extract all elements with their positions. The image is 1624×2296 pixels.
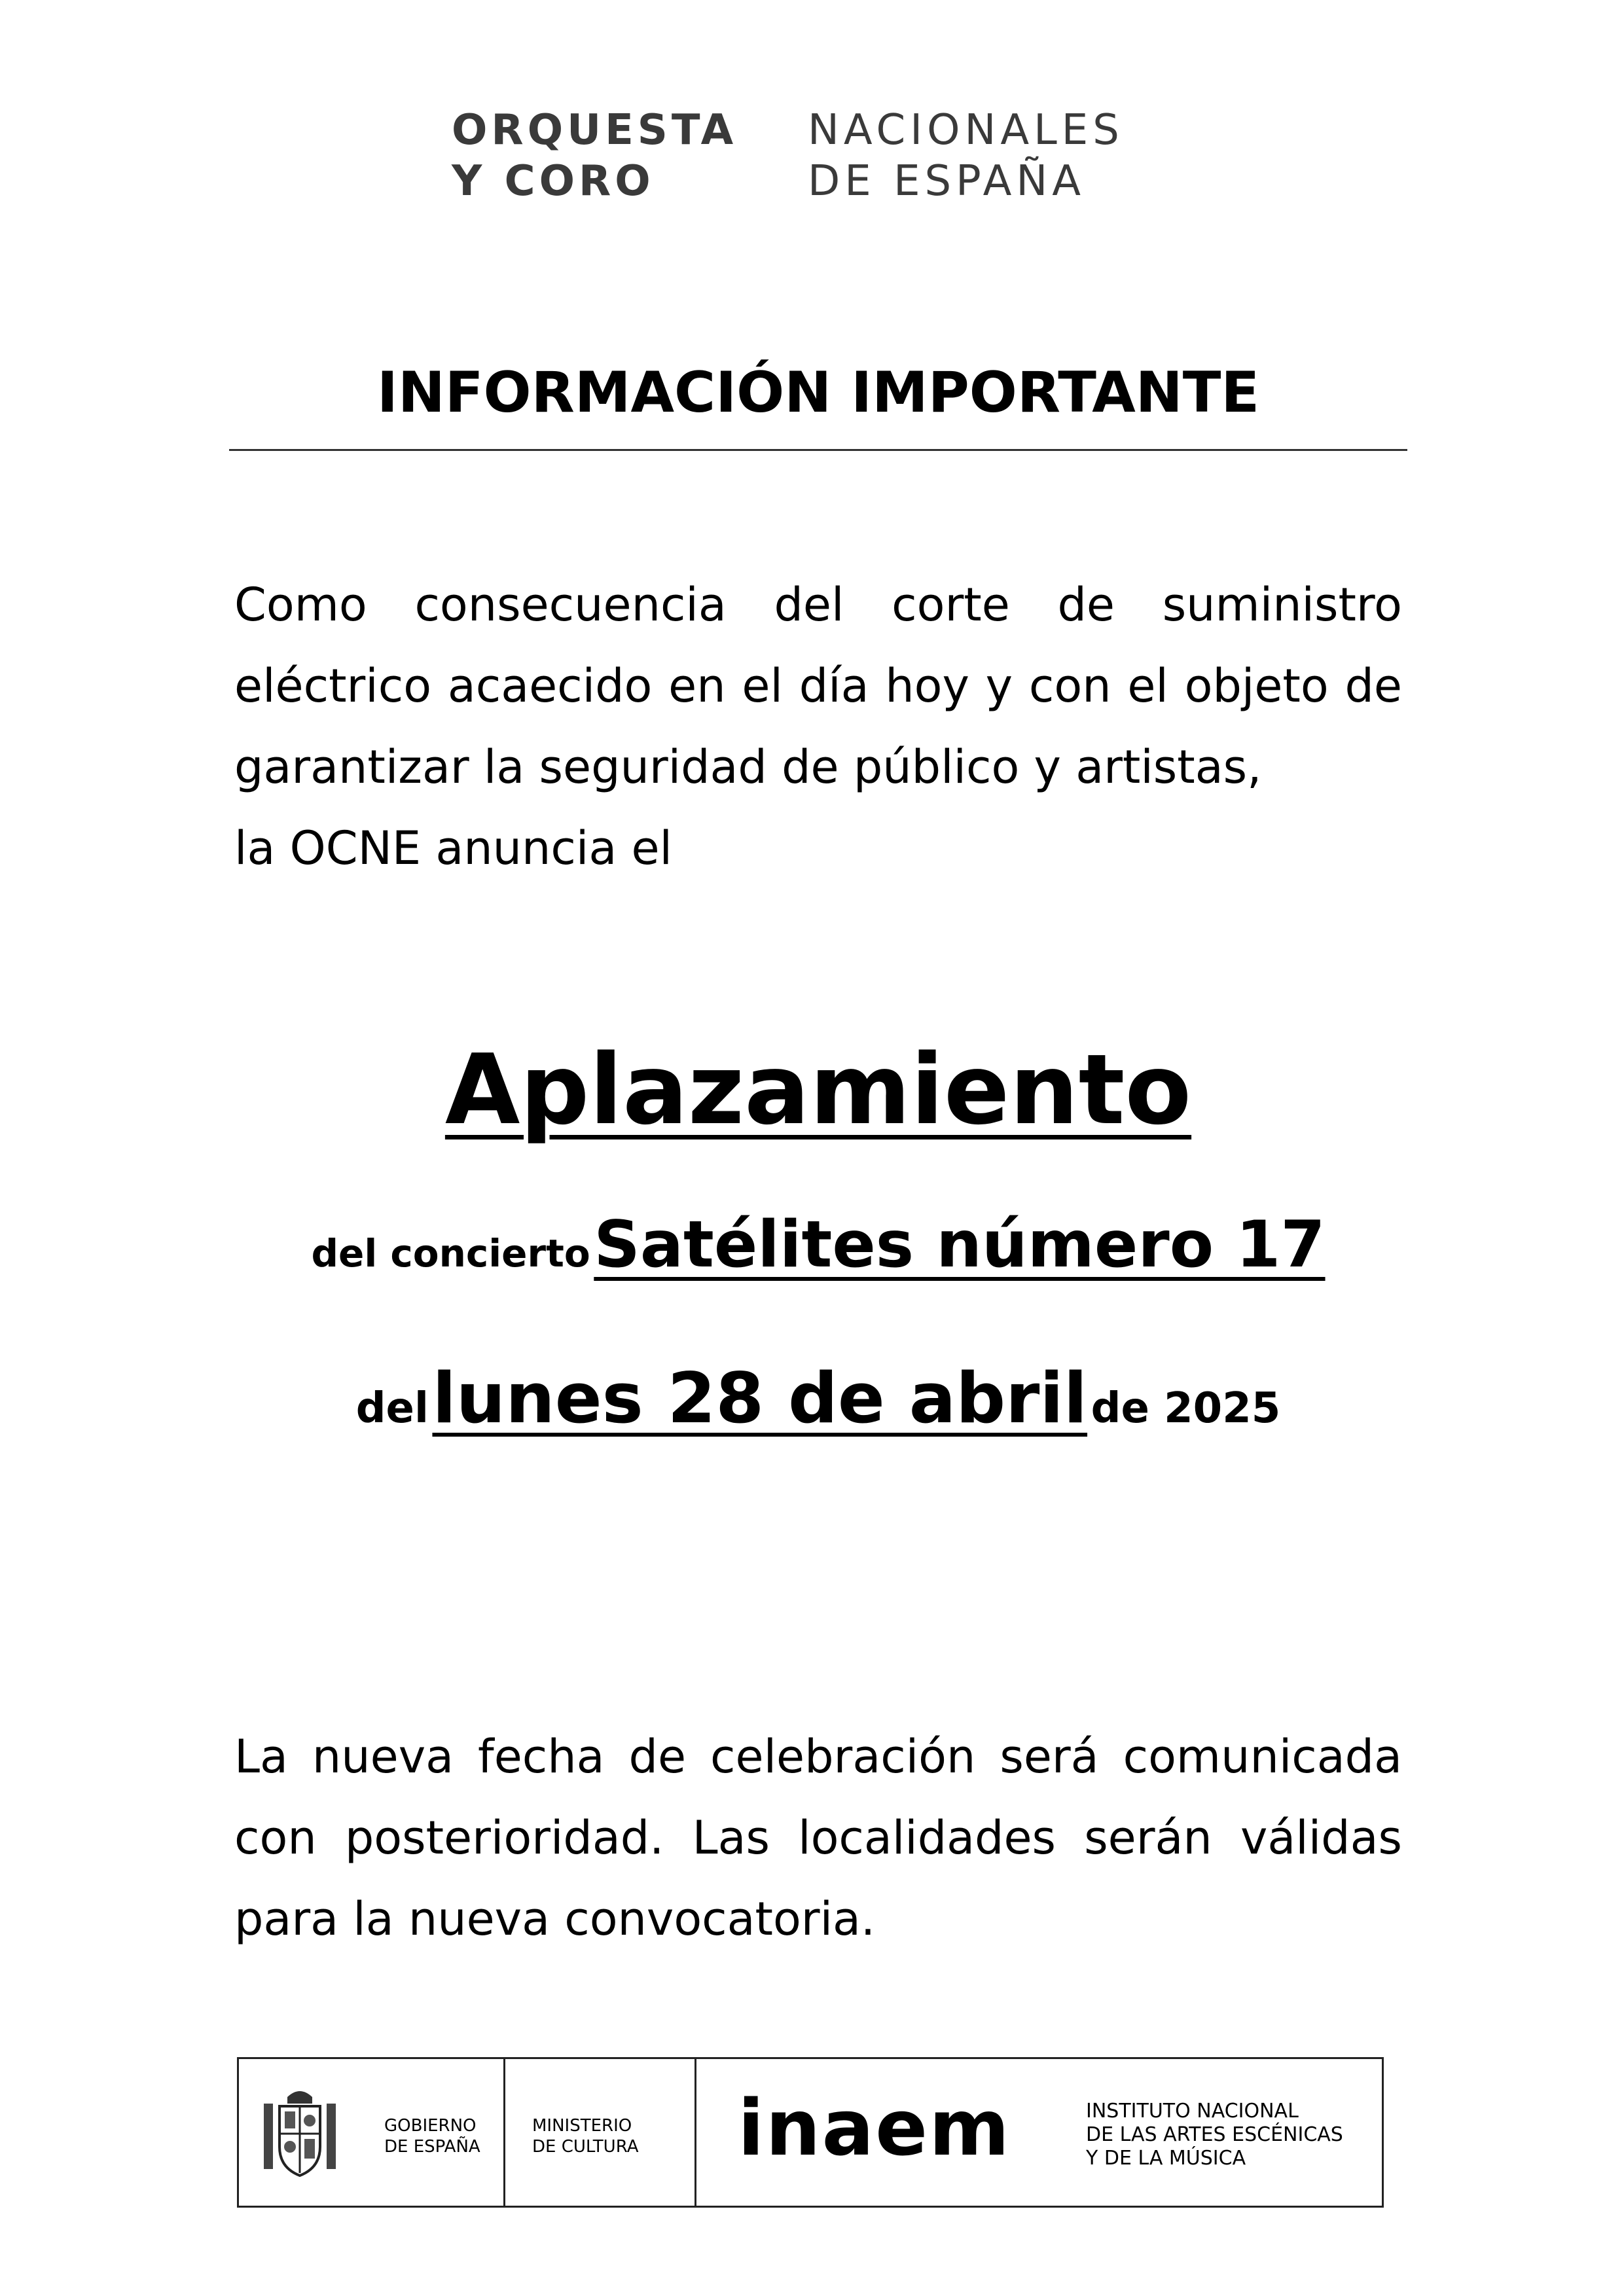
inaem-logo: inaem xyxy=(738,2083,1011,2173)
headline-aplazamiento: Aplazamiento xyxy=(444,1033,1192,1146)
intro-paragraph xyxy=(234,564,1402,889)
concert-prefix: del concierto xyxy=(311,1231,590,1276)
instituto-line1: INSTITUTO NACIONAL xyxy=(1086,2100,1299,2123)
footer-divider xyxy=(503,2059,505,2206)
gobierno-line1: GOBIERNO xyxy=(384,2116,477,2136)
gobierno-label xyxy=(384,2115,480,2157)
instituto-line2: DE LAS ARTES ESCÉNICAS xyxy=(1086,2123,1343,2146)
logo-nacionales-espana xyxy=(808,105,1124,207)
institutional-footer xyxy=(237,2057,1384,2208)
ministerio-label xyxy=(532,2115,639,2157)
ocne-logo xyxy=(452,105,1191,206)
intro-last-line: la OCNE anuncia el xyxy=(234,821,672,875)
logo-orquesta-coro xyxy=(452,105,737,207)
date-line xyxy=(196,1358,1440,1439)
concert-line xyxy=(196,1208,1440,1282)
title-divider xyxy=(229,449,1407,451)
footer-divider xyxy=(695,2059,696,2206)
logo-right-line1: NACIONALES xyxy=(808,106,1124,154)
coat-of-arms-icon xyxy=(261,2084,338,2182)
ministerio-line2: DE CULTURA xyxy=(532,2137,639,2157)
instituto-label xyxy=(1086,2100,1343,2170)
date-prefix: del xyxy=(355,1384,429,1433)
concert-name: Satélites número 17 xyxy=(594,1208,1326,1282)
page-title: INFORMACIÓN IMPORTANTE xyxy=(376,360,1260,425)
concert-date: lunes 28 de abril xyxy=(432,1358,1088,1439)
date-suffix: de 2025 xyxy=(1091,1384,1281,1433)
closing-paragraph: La nueva fecha de celebración será comunicada con posterioridad. Las localidades serán válidas para la nueva convocatoria. xyxy=(234,1730,1402,1946)
logo-left-line2: Y CORO xyxy=(452,157,655,206)
instituto-line3: Y DE LA MÚSICA xyxy=(1086,2147,1246,2170)
gobierno-line2: DE ESPAÑA xyxy=(384,2137,480,2157)
ministerio-line1: MINISTERIO xyxy=(532,2116,632,2136)
logo-right-line2: DE ESPAÑA xyxy=(808,157,1086,206)
logo-left-line1: ORQUESTA xyxy=(452,106,738,154)
intro-text: Como consecuencia del corte de suministro eléctrico acaecido en el día hoy y con el objeto de garantizar la seguridad de público y artistas, xyxy=(234,578,1402,794)
